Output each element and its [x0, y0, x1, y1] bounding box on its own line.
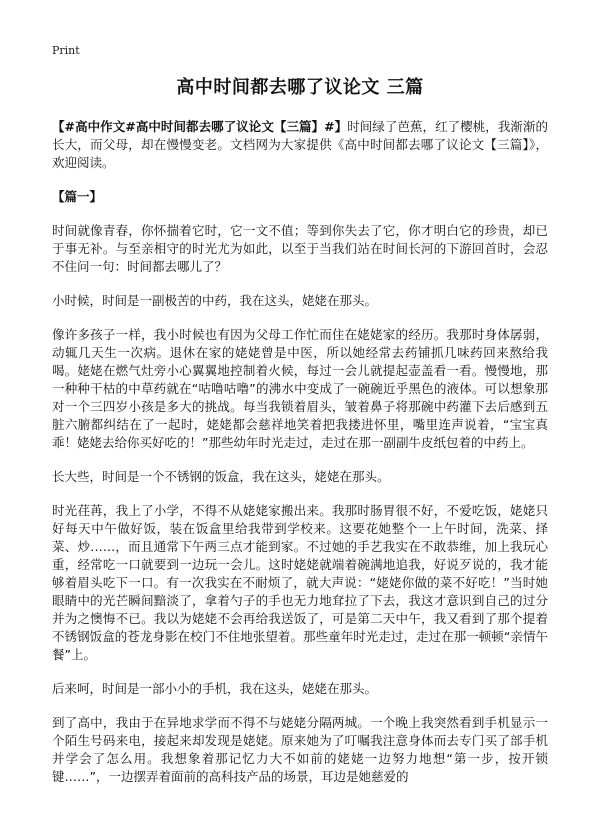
- body-paragraph-4: 长大些，时间是一个不锈钢的饭盒，我在这头，姥姥在那头。: [52, 469, 390, 484]
- document-title: 高中时间都去哪了议论文 三篇: [176, 77, 424, 98]
- section-heading: 【篇一】: [52, 189, 103, 204]
- intro-tag: 【#高中作文#高中时间都去哪了议论文【三篇】#】: [52, 119, 348, 134]
- body-paragraph-5: 时光荏苒，我上了小学，不得不从姥姥家搬出来。我那时肠胃很不好，不爱吃饭，姥姥只好每天中午做好饭，装在饭盒里给我带到学校来。这要花她整个一上午时间，洗菜、择菜、炒……，而且通常下午两三点才能到家。不过她的手艺我实在不敢恭维，加上我玩心重，经常吃一口就要到一边玩一会儿。这时姥姥就端着碗满地追我，好说歹说的，我才能够着眉头吃下一口。有一次我实在不耐烦了，就大声说：“姥姥你做的菜不好吃！”当时她眼睛中的光芒瞬间黯淡了，拿着勺子的手也无力地耷拉了下去，我这才意识到自己的过分并为之懊悔不已。我以为姥姥不会再给我送饭了，可是第二天中午，我又看到了那个提着不锈钢饭盒的苍龙身影在校门不住地张望着。那些童年时光走过，走过在那一顿顿“亲情午餐”上。: [52, 503, 548, 662]
- body-paragraph-2: 小时候，时间是一副极苦的中药，我在这头，姥姥在那头。: [52, 293, 378, 308]
- intro-text: 时间绿了芭蕉，红了樱桃，我渐渐的长大，而父母，却在慢慢变老。文档网为大家提供《高中时间都去哪了议论文【三篇】》，欢迎阅读。: [52, 119, 548, 170]
- body-paragraph-6: 后来呵，时间是一部小小的手机，我在这头，姥姥在那头。: [52, 681, 378, 696]
- body-paragraph-3: 像许多孩子一样，我小时候也有因为父母工作忙而住在姥姥家的经历。我那时身体孱弱，动辄几天生一次病。退休在家的姥姥曾是中医，所以她经常去药铺抓几味药回来熬给我喝。姥姥在燃气灶旁小心翼翼地控制着火候，每过一会儿就提起壶盖看一看。慢慢地，那一种种干枯的中草药就在“咕噜咕噜”的沸水中变成了一碗碗近乎黑色的液体。可以想象那对一个三四岁小孩是多大的挑战。每当我锁着眉头，皱着鼻子将那碗中药灌下去后感到五脏六腑都纠结在了一起时，姥姥都会慈祥地笑着把我搂进怀里，嘴里连声说着，“宝宝真乖！姥姥去给你买好吃的！”那些幼年时光走过，走过在那一副副牛皮纸包着的中药上。: [52, 327, 548, 450]
- print-label: Print: [52, 44, 80, 57]
- body-paragraph-7: 到了高中，我由于在异地求学而不得不与姥姥分隔两城。一个晚上我突然看到手机显示一个陌生号码来电，接起来却发现是姥姥。原来她为了叮嘱我注意身体而去专门买了部手机并学会了怎么用。我想象着那记忆力大不如前的姥姥一边努力地想“第一步，按开锁键……”，一边摆弄着面前的高科技产品的场景，耳边是她慈爱的: [52, 715, 548, 784]
- intro-paragraph: [52, 118, 548, 172]
- body-paragraph-1: 时间就像青春，你怀揣着它时，它一文不值；等到你失去了它，你才明白它的珍贵，却已于事无补。与至亲相守的时光尤为如此，以至于当我们站在时间长河的下游回首时，会忍不住问一句：时间都去哪儿了？: [52, 223, 548, 274]
